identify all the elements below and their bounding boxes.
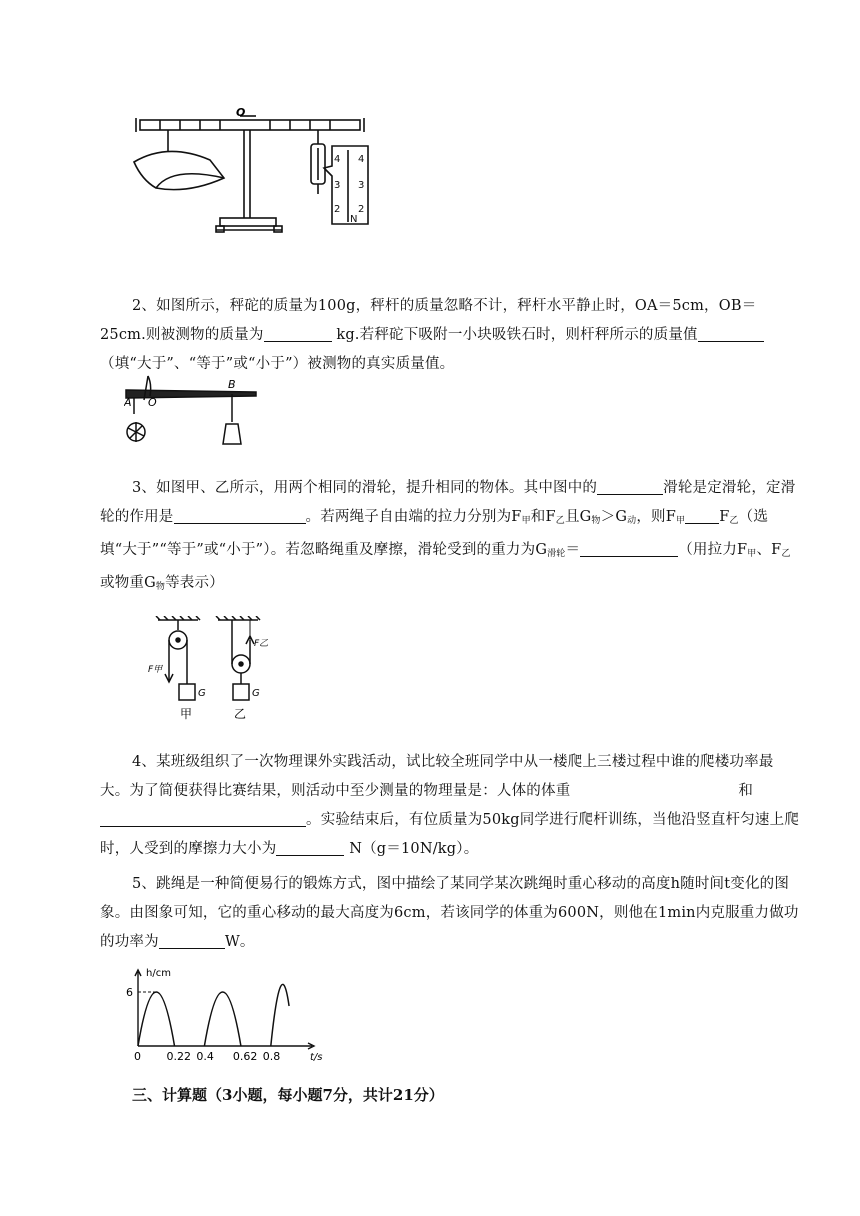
q3-subscript: 物 (155, 582, 166, 592)
fig2-o-label: O (148, 396, 157, 409)
pulley-figure (142, 616, 282, 722)
series-arc-1 (138, 992, 175, 1046)
q3-subscript: 滑轮 (547, 549, 566, 559)
q3-text: 且G (564, 509, 592, 525)
x-tick-label: 0.62 (232, 1050, 258, 1062)
question-4 (100, 748, 802, 864)
fig1-o-label: O (236, 106, 246, 119)
q3-text: 和F (530, 509, 556, 525)
fig3-caption-yi: 乙 (234, 707, 247, 721)
fig1-scale-label: 4 (358, 154, 365, 165)
fig3-caption-jia: 甲 (180, 707, 193, 721)
height-time-chart (124, 966, 340, 1062)
q3-text: ＞G (600, 509, 628, 525)
q3-subscript: 甲 (521, 516, 531, 526)
q3-text: 等表示） (165, 575, 224, 591)
series-arc-3 (271, 984, 289, 1046)
fig3-g1: G (198, 688, 206, 699)
q3-subscript: 甲 (675, 516, 686, 526)
q5-blank[interactable] (159, 932, 225, 949)
y-tick-label: 6 (126, 986, 133, 999)
q3-text: （用拉力F (678, 542, 748, 558)
q3-subscript: 乙 (781, 549, 791, 559)
q2-number: 2、 (132, 298, 157, 314)
q3-text: 3、如图甲、乙所示，用两个相同的滑轮，提升相同的物体。其中图中的 (132, 480, 598, 496)
q3-text: 或物重G (100, 575, 156, 591)
x-axis-label: t/s (310, 1052, 323, 1062)
q4-text: 和 (738, 783, 754, 799)
y-axis-label: h/cm (146, 968, 171, 979)
fig1-scale-label: 2 (334, 204, 341, 215)
fig1-scale-label: 3 (334, 180, 341, 191)
fig1-scale-label: 4 (334, 154, 341, 165)
x-tick-label: 0.22 (166, 1050, 192, 1062)
q3-blank-4[interactable] (580, 540, 678, 557)
fig2-a-label: A (124, 396, 132, 409)
q3-text: ＝ (565, 542, 581, 558)
q3-subscript: 物 (591, 516, 601, 526)
fig3-f-yi: F乙 (254, 639, 269, 649)
x-tick-label: 0.8 (262, 1050, 281, 1062)
question-3 (100, 474, 802, 602)
q4-blank-1[interactable] (100, 810, 306, 827)
x-tick-label: 0 (134, 1050, 141, 1062)
q3-subscript: 乙 (729, 516, 739, 526)
q3-text: 。若两绳子自由端的拉力分别为F (305, 509, 522, 525)
q5-text: 5、跳绳是一种简便易行的锻炼方式，图中描绘了某同学某次跳绳时重心移动的高度h随时间t变化的图象。由图象可知，它的重心移动的最大高度为6cm，若该同学的体重为600N，则他在1min内克服重力做功的功率为 (100, 876, 799, 950)
q2-text-3: （填“大于”、“等于”或“小于”）被测物的真实质量值。 (100, 356, 455, 372)
q3-text: ，则F (636, 509, 676, 525)
q4-blank-2[interactable] (276, 839, 344, 856)
fig1-scale-label: N (350, 214, 358, 225)
fig1-scale-label: 2 (358, 204, 365, 215)
q5-text: W。 (224, 934, 255, 950)
series-arc-2 (204, 992, 241, 1046)
q2-blank-1[interactable] (264, 325, 332, 342)
q3-text: 、F (756, 542, 782, 558)
q3-blank-2[interactable] (174, 507, 306, 524)
x-tick-label: 0.4 (196, 1050, 214, 1062)
q3-subscript: 动 (627, 516, 637, 526)
q3-blank-1[interactable] (597, 478, 663, 495)
q2-text-1: 如图所示，秤砣的质量为100g，秤杆的质量忽略不计，秤杆水平静止时，OA＝5cm，OB＝25cm.则被测物的质量为 (100, 298, 757, 343)
steelyard-figure (124, 366, 264, 458)
q3-text: F (719, 509, 730, 525)
q4-text: 。实验结束后，有位质量为50kg同学进行爬杆训练，当他沿竖直杆匀速上爬时，人受到的摩擦力大小为 (100, 812, 800, 857)
fig1-scale-label: 3 (358, 180, 365, 191)
fig3-g2: G (252, 688, 260, 699)
section-heading: 三、计算题（3小题，每小题7分，共计21分） (132, 1086, 444, 1104)
fig3-f-jia: F甲 (148, 665, 163, 675)
q2-blank-2[interactable] (698, 325, 764, 342)
question-5 (100, 870, 802, 957)
q3-text: 滑轮是定滑轮，定滑轮的作用是 (100, 480, 796, 525)
q3-subscript: 乙 (555, 516, 565, 526)
q3-subscript: 甲 (747, 549, 757, 559)
q4-text: 4、某班级组织了一次物理课外实践活动，试比较全班同学中从一楼爬上三楼过程中谁的爬楼功率最大。为了简便获得比赛结果，则活动中至少测量的物理量是：人体的体重 (100, 754, 774, 799)
q4-text: N（g＝10N/kg）。 (344, 841, 479, 857)
q3-blank-3[interactable] (685, 507, 719, 524)
fig2-b-label: B (228, 378, 236, 391)
q2-text-2: kg.若秤砣下吸附一小块吸铁石时，则杆秤所示的质量值 (331, 327, 698, 343)
steelyard-balance-figure (128, 106, 378, 240)
q3-text: （选填“大于”“等于”或“小于”）。若忽略绳重及摩擦，滑轮受到的重力为G (100, 509, 769, 558)
